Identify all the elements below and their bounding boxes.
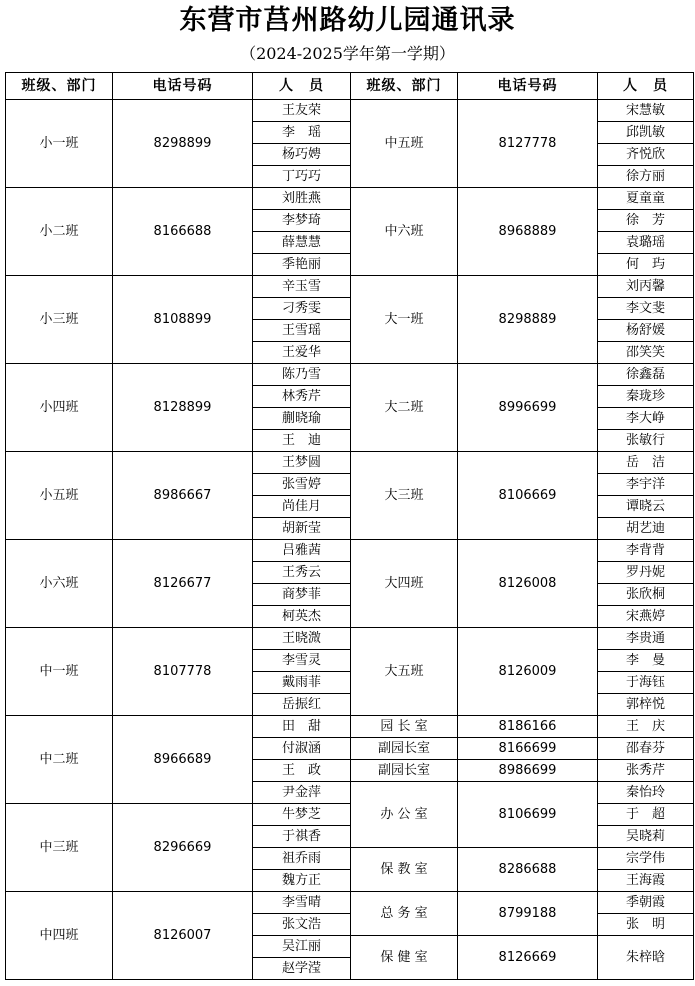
staff-name: 李贵通: [598, 628, 694, 650]
staff-name: 郭梓悦: [598, 694, 694, 716]
staff-name: 王雪瑶: [253, 320, 351, 342]
phone-number: 8108899: [113, 276, 253, 364]
staff-name: 王友荣: [253, 100, 351, 122]
class-name: 大五班: [351, 628, 458, 716]
staff-name: 宋燕婷: [598, 606, 694, 628]
staff-name: 张 明: [598, 914, 694, 936]
staff-name: 李文斐: [598, 298, 694, 320]
phone-number: 8296669: [113, 804, 253, 892]
staff-name: 柯英杰: [253, 606, 351, 628]
staff-name: 秦珑珍: [598, 386, 694, 408]
staff-name: 张雪婷: [253, 474, 351, 496]
staff-name: 徐方丽: [598, 166, 694, 188]
phone-number: 8986699: [458, 760, 598, 782]
staff-name: 李 曼: [598, 650, 694, 672]
staff-name: 季朝霞: [598, 892, 694, 914]
office-name: 保 健 室: [351, 936, 458, 980]
phone-number: 8126677: [113, 540, 253, 628]
staff-name: 王 政: [253, 760, 351, 782]
staff-name: 邱凯敏: [598, 122, 694, 144]
class-name: 中四班: [6, 892, 113, 980]
staff-name: 戴雨菲: [253, 672, 351, 694]
staff-name: 杨舒媛: [598, 320, 694, 342]
page-subtitle: （2024-2025学年第一学期）: [240, 44, 455, 63]
staff-name: 王海霞: [598, 870, 694, 892]
staff-name: 吕雅茜: [253, 540, 351, 562]
staff-name: 于祺香: [253, 826, 351, 848]
staff-name: 罗丹妮: [598, 562, 694, 584]
staff-name: 李雪灵: [253, 650, 351, 672]
phone-number: 8128899: [113, 364, 253, 452]
staff-name: 吴晓莉: [598, 826, 694, 848]
staff-name: 李 瑶: [253, 122, 351, 144]
staff-name: 齐悦欣: [598, 144, 694, 166]
staff-name: 赵学滢: [253, 958, 351, 980]
staff-name: 魏方正: [253, 870, 351, 892]
class-name: 小一班: [6, 100, 113, 188]
staff-name: 刁秀雯: [253, 298, 351, 320]
staff-name: 杨巧娉: [253, 144, 351, 166]
phone-number: 8127778: [458, 100, 598, 188]
staff-name: 邵春芬: [598, 738, 694, 760]
staff-name: 徐 芳: [598, 210, 694, 232]
class-name: 中二班: [6, 716, 113, 804]
class-name: 大四班: [351, 540, 458, 628]
header-staff: 人 员: [598, 73, 694, 100]
staff-name: 辛玉雪: [253, 276, 351, 298]
class-name: 小五班: [6, 452, 113, 540]
class-name: 小二班: [6, 188, 113, 276]
staff-name: 商梦菲: [253, 584, 351, 606]
office-name: 保 教 室: [351, 848, 458, 892]
phone-number: 8126669: [458, 936, 598, 980]
header-phone: 电话号码: [458, 73, 598, 100]
staff-name: 徐鑫磊: [598, 364, 694, 386]
phone-number: 8106669: [458, 452, 598, 540]
office-name: 副园长室: [351, 738, 458, 760]
phone-number: 8286688: [458, 848, 598, 892]
staff-name: 王梦圆: [253, 452, 351, 474]
class-name: 小六班: [6, 540, 113, 628]
header-staff: 人 员: [253, 73, 351, 100]
phone-number: 8986667: [113, 452, 253, 540]
staff-name: 宋慧敏: [598, 100, 694, 122]
staff-name: 林秀芹: [253, 386, 351, 408]
class-name: 中三班: [6, 804, 113, 892]
directory-table: [5, 72, 694, 980]
phone-number: 8126009: [458, 628, 598, 716]
staff-name: 李梦琦: [253, 210, 351, 232]
staff-name: 李宇洋: [598, 474, 694, 496]
phone-number: 8126008: [458, 540, 598, 628]
staff-name: 张秀芹: [598, 760, 694, 782]
staff-name: 尚佳月: [253, 496, 351, 518]
class-name: 小三班: [6, 276, 113, 364]
phone-number: 8799188: [458, 892, 598, 936]
class-name: 大一班: [351, 276, 458, 364]
table-row: [6, 716, 694, 738]
staff-name: 谭晓云: [598, 496, 694, 518]
phone-number: 8166699: [458, 738, 598, 760]
staff-name: 王秀云: [253, 562, 351, 584]
phone-number: 8298889: [458, 276, 598, 364]
class-name: 中六班: [351, 188, 458, 276]
staff-name: 张文浩: [253, 914, 351, 936]
staff-name: 何 玙: [598, 254, 694, 276]
office-name: 总 务 室: [351, 892, 458, 936]
phone-number: 8968889: [458, 188, 598, 276]
staff-name: 秦怡玲: [598, 782, 694, 804]
table-row: [6, 892, 694, 914]
table-row: [6, 100, 694, 122]
class-name: 大三班: [351, 452, 458, 540]
class-name: 中五班: [351, 100, 458, 188]
staff-name: 张敏行: [598, 430, 694, 452]
staff-name: 尹金萍: [253, 782, 351, 804]
staff-name: 张欣桐: [598, 584, 694, 606]
phone-number: 8166688: [113, 188, 253, 276]
staff-name: 胡艺迪: [598, 518, 694, 540]
staff-name: 李背背: [598, 540, 694, 562]
staff-name: 朱梓晗: [598, 936, 694, 980]
phone-number: 8126007: [113, 892, 253, 980]
table-row: [6, 540, 694, 562]
phone-number: 8186166: [458, 716, 598, 738]
header-phone: 电话号码: [113, 73, 253, 100]
staff-name: 刘丙馨: [598, 276, 694, 298]
class-name: 大二班: [351, 364, 458, 452]
staff-name: 邵笑笑: [598, 342, 694, 364]
table-row: [6, 628, 694, 650]
table-row: [6, 452, 694, 474]
staff-name: 吴江丽: [253, 936, 351, 958]
staff-name: 蒯晓瑜: [253, 408, 351, 430]
staff-name: 胡新莹: [253, 518, 351, 540]
staff-name: 岳 洁: [598, 452, 694, 474]
phone-number: 8966689: [113, 716, 253, 804]
page-title: 东营市莒州路幼儿园通讯录: [179, 5, 516, 36]
table-row: [6, 364, 694, 386]
staff-name: 宗学伟: [598, 848, 694, 870]
header-class-dept: 班级、部门: [6, 73, 113, 100]
office-name: 园 长 室: [351, 716, 458, 738]
staff-name: 祖乔雨: [253, 848, 351, 870]
staff-name: 季艳丽: [253, 254, 351, 276]
office-name: 副园长室: [351, 760, 458, 782]
table-row: [6, 188, 694, 210]
staff-name: 牛梦芝: [253, 804, 351, 826]
staff-name: 丁巧巧: [253, 166, 351, 188]
staff-name: 王晓溦: [253, 628, 351, 650]
staff-name: 袁璐瑶: [598, 232, 694, 254]
staff-name: 李大峥: [598, 408, 694, 430]
header-row: [6, 73, 694, 100]
staff-name: 于 超: [598, 804, 694, 826]
staff-name: 陈乃雪: [253, 364, 351, 386]
office-name: 办 公 室: [351, 782, 458, 848]
phone-number: 8996699: [458, 364, 598, 452]
staff-name: 王 迪: [253, 430, 351, 452]
class-name: 小四班: [6, 364, 113, 452]
table-row: [6, 276, 694, 298]
staff-name: 岳振红: [253, 694, 351, 716]
header-class-dept: 班级、部门: [351, 73, 458, 100]
staff-name: 李雪晴: [253, 892, 351, 914]
phone-number: 8298899: [113, 100, 253, 188]
staff-name: 薛慧慧: [253, 232, 351, 254]
staff-name: 田 甜: [253, 716, 351, 738]
class-name: 中一班: [6, 628, 113, 716]
phone-number: 8106699: [458, 782, 598, 848]
staff-name: 付淑涵: [253, 738, 351, 760]
phone-number: 8107778: [113, 628, 253, 716]
staff-name: 王 庆: [598, 716, 694, 738]
staff-name: 王爱华: [253, 342, 351, 364]
staff-name: 刘胜燕: [253, 188, 351, 210]
staff-name: 夏童童: [598, 188, 694, 210]
staff-name: 于海钰: [598, 672, 694, 694]
